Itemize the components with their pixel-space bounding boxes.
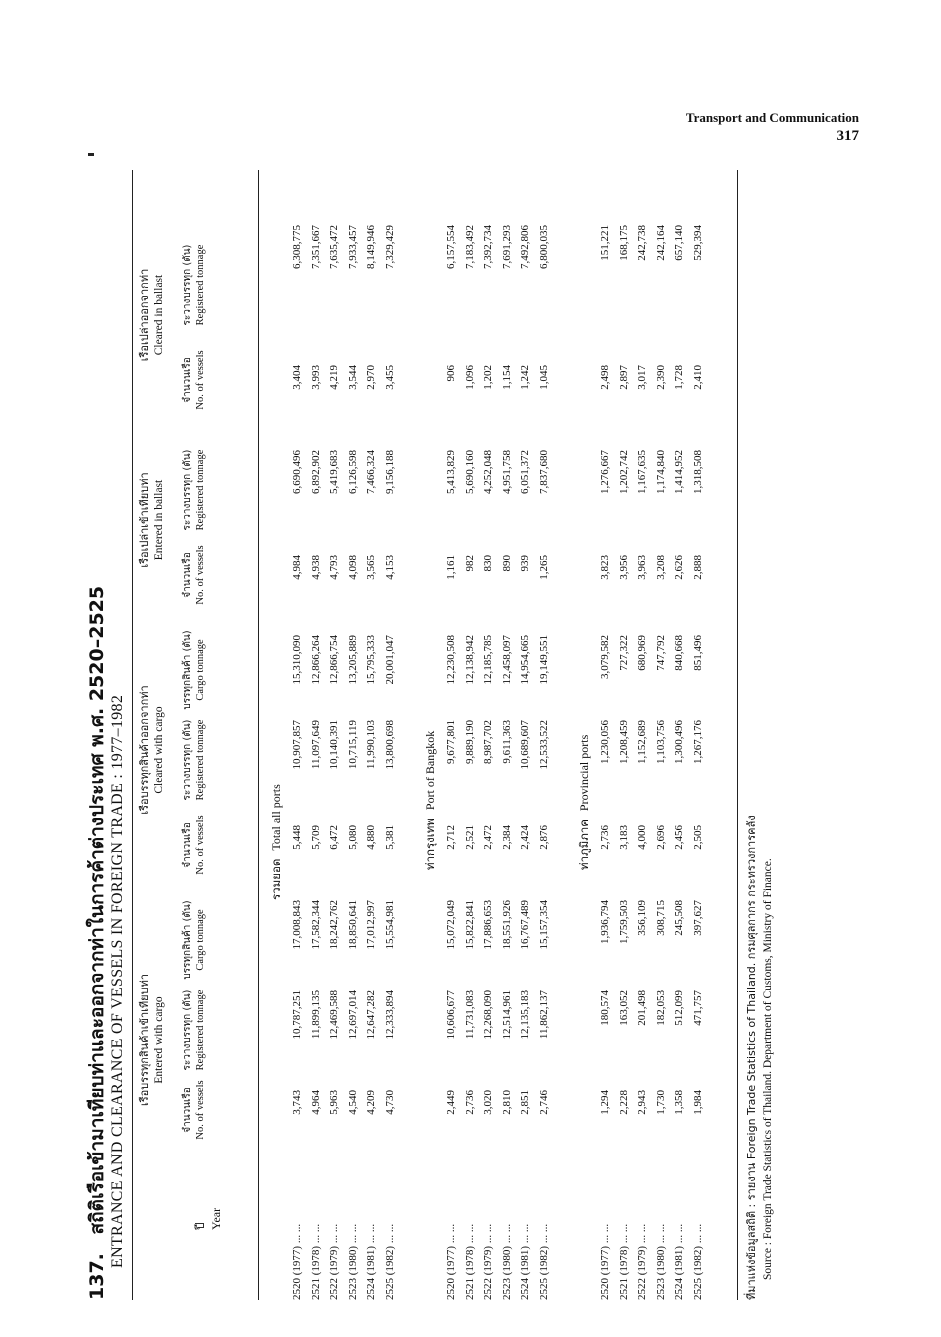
value-cell: 2,943 <box>636 1090 648 1115</box>
value-cell: 12,514,961 <box>500 990 513 1040</box>
value-cell: 17,582,344 <box>309 900 322 950</box>
value-cell: 4,938 <box>309 555 322 580</box>
value-cell: 471,757 <box>691 990 704 1026</box>
value-cell: 7,183,492 <box>463 225 476 269</box>
value-cell: 3,017 <box>636 365 648 390</box>
section-label-english: Port of Bangkok <box>423 730 437 811</box>
group-entered-cargo: เรือบรรทุกสินค้าเข้าเทียบท่า Entered with cargo <box>138 973 165 1107</box>
value-cell: 10,787,251 <box>291 990 303 1040</box>
table-row <box>518 170 532 1300</box>
value-cell: 12,469,588 <box>328 990 340 1040</box>
value-cell: 2,384 <box>500 825 513 850</box>
group-cleared-ballast: เรือเปล่าออกจากท่า Cleared in ballast <box>138 268 165 362</box>
table-row <box>500 170 514 1300</box>
table-row <box>635 170 649 1300</box>
year-cell: 2525 (1982) ... ... <box>691 1223 704 1300</box>
year-cell: 2525 (1982) ... ... <box>537 1223 550 1300</box>
value-cell: 4,153 <box>383 555 396 580</box>
value-cell: 397,627 <box>691 900 704 936</box>
value-cell: 5,080 <box>346 825 359 850</box>
year-cell: 2521 (1978) ... ... <box>463 1223 476 1300</box>
value-cell: 2,876 <box>537 825 550 850</box>
year-cell: 2520 (1977) ... ... <box>445 1223 457 1300</box>
year-cell: 2524 (1981) ... ... <box>365 1223 377 1300</box>
year-cell: 2520 (1977) ... ... <box>291 1223 303 1300</box>
value-cell: 6,472 <box>328 825 340 850</box>
value-cell: 9,611,363 <box>500 720 513 764</box>
value-cell: 11,990,103 <box>365 720 377 770</box>
value-cell: 7,392,734 <box>482 225 494 269</box>
value-cell: 2,449 <box>445 1090 457 1115</box>
value-cell: 201,498 <box>636 990 648 1026</box>
value-cell: 2,712 <box>445 825 457 850</box>
subhead-registered-3: ระวางบรรทุก (ตัน) Registered tonnage <box>182 449 206 531</box>
value-cell: 3,208 <box>654 555 667 580</box>
value-cell: 1,728 <box>673 365 685 390</box>
section-label-english: Provincial ports <box>577 734 591 812</box>
value-cell: 3,079,582 <box>599 635 611 679</box>
value-cell: 529,394 <box>691 225 704 261</box>
subhead-vessels-2: จำนวนเรือ No. of vessels <box>182 815 206 875</box>
table-row <box>383 170 397 1300</box>
year-cell: 2522 (1979) ... ... <box>482 1223 494 1300</box>
source-thai: ที่มาแห่งข้อมูลสถิติ : รายงาน Foreign Trade Statistics of Thailand. กรมศุลกากร กระทรวงการคลัง <box>745 815 758 1300</box>
value-cell: 890 <box>500 555 513 572</box>
value-cell: 16,767,489 <box>519 900 531 950</box>
value-cell: 2,472 <box>482 825 494 850</box>
table-row <box>537 170 551 1300</box>
year-header <box>192 1208 224 1230</box>
value-cell: 1,759,503 <box>617 900 630 944</box>
value-cell: 1,103,756 <box>654 720 667 764</box>
year-cell: 2521 (1978) ... ... <box>617 1223 630 1300</box>
value-cell: 680,969 <box>636 635 648 671</box>
value-cell: 10,689,607 <box>519 720 531 770</box>
value-cell: 1,730 <box>654 1090 667 1115</box>
value-cell: 13,800,698 <box>383 720 396 770</box>
value-cell: 2,228 <box>617 1090 630 1115</box>
header-rule <box>258 170 259 1300</box>
value-cell: 168,175 <box>617 225 630 261</box>
value-cell: 2,746 <box>537 1090 550 1115</box>
value-cell: 1,202,742 <box>617 450 630 494</box>
value-cell: 10,715,119 <box>346 720 359 770</box>
value-cell: 3,565 <box>365 555 377 580</box>
value-cell: 15,554,981 <box>383 900 396 950</box>
value-cell: 6,690,496 <box>291 450 303 494</box>
section-label-thai: รวมยอด <box>269 858 283 900</box>
value-cell: 1,276,667 <box>599 450 611 494</box>
value-cell: 4,793 <box>328 555 340 580</box>
value-cell: 10,907,857 <box>291 720 303 770</box>
value-cell: 2,505 <box>691 825 704 850</box>
rotated-table-page <box>82 170 882 1300</box>
section-label-thai: ท่ากรุงเทพ <box>423 818 437 870</box>
value-cell: 727,322 <box>617 635 630 671</box>
table-title-english: ENTRANCE AND CLEARANCE OF VESSELS IN FOREIGN TRADE : 1977–1982 <box>109 694 126 1268</box>
value-cell: 2,736 <box>599 825 611 850</box>
value-cell: 8,987,702 <box>482 720 494 764</box>
value-cell: 12,697,014 <box>346 990 359 1040</box>
value-cell: 982 <box>463 555 476 572</box>
value-cell: 245,508 <box>673 900 685 936</box>
value-cell: 1,294 <box>599 1090 611 1115</box>
value-cell: 939 <box>519 555 531 572</box>
subhead-vessels-1: จำนวนเรือ No. of vessels <box>182 1080 206 1140</box>
top-rule <box>132 170 133 1300</box>
value-cell: 12,866,754 <box>328 635 340 685</box>
table-number: 137. <box>86 1253 108 1300</box>
value-cell: 4,880 <box>365 825 377 850</box>
value-cell: 17,008,843 <box>291 900 303 950</box>
group-entered-ballast: เรือเปล่าเข้าเทียบท่า Entered in ballast <box>138 472 165 568</box>
value-cell: 4,098 <box>346 555 359 580</box>
value-cell: 6,308,775 <box>291 225 303 269</box>
value-cell: 7,933,457 <box>346 225 359 269</box>
table-row <box>598 170 612 1300</box>
value-cell: 7,492,806 <box>519 225 531 269</box>
value-cell: 12,135,183 <box>519 990 531 1040</box>
value-cell: 5,419,683 <box>328 450 340 494</box>
value-cell: 182,053 <box>654 990 667 1026</box>
value-cell: 4,000 <box>636 825 648 850</box>
source-english: Source : Foreign Trade Statistics of Thailand. Department of Customs, Ministry of Finance. <box>762 858 774 1280</box>
value-cell: 2,736 <box>463 1090 476 1115</box>
value-cell: 1,045 <box>537 365 550 390</box>
value-cell: 6,126,598 <box>346 450 359 494</box>
subhead-vessels-3: จำนวนเรือ No. of vessels <box>182 545 206 605</box>
value-cell: 1,154 <box>500 365 513 390</box>
table-title-thai-text: สถิติเรือเข้ามาเทียบท่าและออกจากท่าในการค้าต่างประเทศ พ.ศ. 2520–2525 <box>86 585 108 1235</box>
value-cell: 4,219 <box>328 365 340 390</box>
year-cell: 2523 (1980) ... ... <box>346 1223 359 1300</box>
value-cell: 11,097,649 <box>309 720 322 770</box>
value-cell: 4,951,758 <box>500 450 513 494</box>
section-label <box>576 735 594 870</box>
value-cell: 7,351,667 <box>309 225 322 269</box>
value-cell: 12,230,508 <box>445 635 457 685</box>
value-cell: 7,837,680 <box>537 450 550 494</box>
value-cell: 2,521 <box>463 825 476 850</box>
value-cell: 5,448 <box>291 825 303 850</box>
value-cell: 3,956 <box>617 555 630 580</box>
value-cell: 17,012,997 <box>365 900 377 950</box>
value-cell: 2,424 <box>519 825 531 850</box>
value-cell: 1,167,635 <box>636 450 648 494</box>
value-cell: 1,202 <box>482 365 494 390</box>
value-cell: 12,138,942 <box>463 635 476 685</box>
value-cell: 1,208,459 <box>617 720 630 764</box>
bottom-rule <box>737 170 738 1300</box>
year-header-thai: ปี <box>193 1222 207 1230</box>
value-cell: 5,690,160 <box>463 450 476 494</box>
value-cell: 12,533,522 <box>537 720 550 770</box>
value-cell: 851,496 <box>691 635 704 671</box>
value-cell: 1,936,794 <box>599 900 611 944</box>
value-cell: 6,800,035 <box>537 225 550 269</box>
value-cell: 657,140 <box>673 225 685 261</box>
year-cell: 2524 (1981) ... ... <box>673 1223 685 1300</box>
value-cell: 12,458,097 <box>500 635 513 685</box>
value-cell: 906 <box>445 365 457 382</box>
table-row <box>346 170 360 1300</box>
value-cell: 3,823 <box>599 555 611 580</box>
value-cell: 18,850,641 <box>346 900 359 950</box>
subhead-registered-2: ระวางบรรทุก (ตัน) Registered tonnage <box>182 719 206 801</box>
year-cell: 2520 (1977) ... ... <box>599 1223 611 1300</box>
year-cell: 2521 (1978) ... ... <box>309 1223 322 1300</box>
value-cell: 1,230,056 <box>599 720 611 764</box>
year-cell: 2522 (1979) ... ... <box>636 1223 648 1300</box>
value-cell: 11,731,083 <box>463 990 476 1040</box>
table-row <box>654 170 668 1300</box>
value-cell: 7,466,324 <box>365 450 377 494</box>
subhead-cargo-1: บรรทุกสินค้า (ตัน) Cargo tonnage <box>182 900 206 980</box>
value-cell: 12,268,090 <box>482 990 494 1040</box>
table-row <box>364 170 378 1300</box>
table-row <box>290 170 304 1300</box>
value-cell: 3,455 <box>383 365 396 390</box>
section-title: Transport and Communication <box>685 110 859 125</box>
value-cell: 2,970 <box>365 365 377 390</box>
value-cell: 2,696 <box>654 825 667 850</box>
value-cell: 1,267,176 <box>691 720 704 764</box>
value-cell: 5,709 <box>309 825 322 850</box>
value-cell: 10,606,677 <box>445 990 457 1040</box>
value-cell: 3,020 <box>482 1090 494 1115</box>
value-cell: 6,892,902 <box>309 450 322 494</box>
value-cell: 20,001,047 <box>383 635 396 685</box>
value-cell: 2,456 <box>673 825 685 850</box>
value-cell: 19,149,551 <box>537 635 550 685</box>
subhead-registered-4: ระวางบรรทุก (ตัน) Registered tonnage <box>182 244 206 326</box>
value-cell: 2,810 <box>500 1090 513 1115</box>
year-cell: 2525 (1982) ... ... <box>383 1223 396 1300</box>
value-cell: 7,329,429 <box>383 225 396 269</box>
value-cell: 1,242 <box>519 365 531 390</box>
table-row <box>481 170 495 1300</box>
value-cell: 18,242,762 <box>328 900 340 950</box>
value-cell: 840,668 <box>673 635 685 671</box>
value-cell: 1,265 <box>537 555 550 580</box>
section-label-english: Total all ports <box>269 784 283 851</box>
print-mark <box>88 153 94 156</box>
running-head <box>686 110 859 145</box>
value-cell: 2,390 <box>654 365 667 390</box>
value-cell: 12,333,894 <box>383 990 396 1040</box>
value-cell: 4,540 <box>346 1090 359 1115</box>
value-cell: 12,866,264 <box>309 635 322 685</box>
value-cell: 12,647,282 <box>365 990 377 1040</box>
value-cell: 17,886,653 <box>482 900 494 950</box>
table-row <box>691 170 705 1300</box>
value-cell: 242,164 <box>654 225 667 261</box>
value-cell: 1,318,508 <box>691 450 704 494</box>
table-row <box>309 170 323 1300</box>
table-row <box>463 170 477 1300</box>
year-cell: 2523 (1980) ... ... <box>500 1223 513 1300</box>
value-cell: 4,252,048 <box>482 450 494 494</box>
value-cell: 18,551,926 <box>500 900 513 950</box>
value-cell: 1,414,952 <box>673 450 685 494</box>
value-cell: 11,862,137 <box>537 990 550 1040</box>
value-cell: 180,574 <box>599 990 611 1026</box>
value-cell: 3,404 <box>291 365 303 390</box>
page-number: 317 <box>836 128 859 144</box>
subhead-registered-1: ระวางบรรทุก (ตัน) Registered tonnage <box>182 989 206 1071</box>
value-cell: 15,310,090 <box>291 635 303 685</box>
value-cell: 9,156,188 <box>383 450 396 494</box>
value-cell: 14,954,665 <box>519 635 531 685</box>
value-cell: 747,792 <box>654 635 667 671</box>
value-cell: 7,635,472 <box>328 225 340 269</box>
value-cell: 4,730 <box>383 1090 396 1115</box>
value-cell: 3,544 <box>346 365 359 390</box>
value-cell: 2,888 <box>691 555 704 580</box>
subhead-vessels-4: จำนวนเรือ No. of vessels <box>182 350 206 410</box>
value-cell: 2,626 <box>673 555 685 580</box>
value-cell: 6,051,372 <box>519 450 531 494</box>
value-cell: 1,096 <box>463 365 476 390</box>
value-cell: 7,691,293 <box>500 225 513 269</box>
subhead-cargo-2: บรรทุกสินค้า (ตัน) Cargo tonnage <box>182 630 206 710</box>
value-cell: 1,152,689 <box>636 720 648 764</box>
value-cell: 308,715 <box>654 900 667 936</box>
year-cell: 2523 (1980) ... ... <box>654 1223 667 1300</box>
value-cell: 3,993 <box>309 365 322 390</box>
year-cell: 2524 (1981) ... ... <box>519 1223 531 1300</box>
value-cell: 5,413,829 <box>445 450 457 494</box>
value-cell: 8,149,946 <box>365 225 377 269</box>
value-cell: 2,851 <box>519 1090 531 1115</box>
value-cell: 1,984 <box>691 1090 704 1115</box>
value-cell: 2,410 <box>691 365 704 390</box>
table-title-thai <box>82 170 112 1300</box>
value-cell: 3,963 <box>636 555 648 580</box>
value-cell: 6,157,554 <box>445 225 457 269</box>
value-cell: 1,161 <box>445 555 457 580</box>
value-cell: 15,072,049 <box>445 900 457 950</box>
year-cell: 2522 (1979) ... ... <box>328 1223 340 1300</box>
value-cell: 15,157,354 <box>537 900 550 950</box>
value-cell: 163,052 <box>617 990 630 1026</box>
table-row <box>672 170 686 1300</box>
year-header-english: Year <box>209 1207 223 1230</box>
value-cell: 13,205,889 <box>346 635 359 685</box>
value-cell: 242,738 <box>636 225 648 261</box>
group-cleared-cargo: เรือบรรทุกสินค้าออกจากท่า Cleared with cargo <box>138 685 165 815</box>
section-label-thai: ท่าภูมิภาค <box>577 819 591 870</box>
value-cell: 1,358 <box>673 1090 685 1115</box>
value-cell: 512,099 <box>673 990 685 1026</box>
value-cell: 10,140,391 <box>328 720 340 770</box>
table-row <box>327 170 341 1300</box>
value-cell: 5,381 <box>383 825 396 850</box>
value-cell: 9,889,190 <box>463 720 476 764</box>
value-cell: 15,822,841 <box>463 900 476 950</box>
value-cell: 2,897 <box>617 365 630 390</box>
value-cell: 356,109 <box>636 900 648 936</box>
value-cell: 830 <box>482 555 494 572</box>
value-cell: 15,795,333 <box>365 635 377 685</box>
value-cell: 3,183 <box>617 825 630 850</box>
value-cell: 4,964 <box>309 1090 322 1115</box>
value-cell: 1,174,840 <box>654 450 667 494</box>
value-cell: 5,963 <box>328 1090 340 1115</box>
section-label <box>422 731 440 870</box>
table-row <box>617 170 631 1300</box>
value-cell: 151,221 <box>599 225 611 261</box>
value-cell: 2,498 <box>599 365 611 390</box>
section-label <box>268 784 286 900</box>
value-cell: 4,984 <box>291 555 303 580</box>
value-cell: 4,209 <box>365 1090 377 1115</box>
value-cell: 9,677,801 <box>445 720 457 764</box>
value-cell: 12,185,785 <box>482 635 494 685</box>
value-cell: 3,743 <box>291 1090 303 1115</box>
table-row <box>444 170 458 1300</box>
value-cell: 1,300,496 <box>673 720 685 764</box>
value-cell: 11,899,135 <box>309 990 322 1040</box>
